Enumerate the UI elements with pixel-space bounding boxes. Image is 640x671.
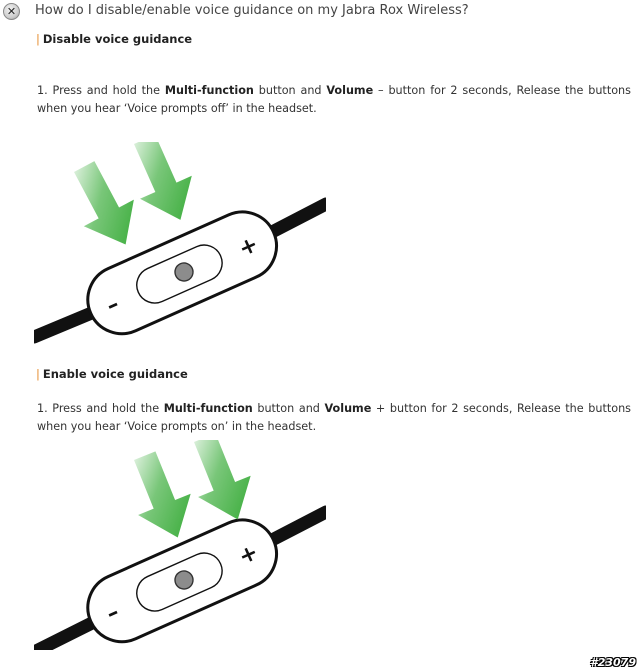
plus-label: + [235,539,263,571]
cable-left [34,312,94,337]
arrow-right [178,440,264,530]
plus-label: + [235,231,263,263]
faq-question: How do I disable/enable voice guidance on my Jabra Rox Wireless? [35,3,469,18]
remote-body [77,509,287,650]
illustration-disable [34,142,326,352]
illustration-enable [34,440,326,650]
step-rest: + button for 2 seconds, Release the buttons when you hear ‘Voice prompts on’ in the headset. [37,402,631,433]
section-title-text: Disable voice guidance [42,32,193,46]
faq-header [0,0,640,24]
step-mid: button and [257,402,320,415]
minus-label: – [102,599,124,627]
section-title-enable [36,367,188,381]
step-prefix: 1. Press and hold the [37,402,160,415]
section-title-bar: | [36,367,40,381]
cable-left [34,622,94,650]
cable-right [272,204,326,232]
arrow-left [118,445,204,548]
step-bold-multifunction: Multi-function [163,402,253,415]
step-bold-volume: Volume [324,402,372,415]
section-title-text: Enable voice guidance [42,367,188,381]
step-rest: – button for 2 seconds, Release the buttons when you hear ‘Voice prompts off’ in the headset. [37,84,631,115]
step-bold-volume: Volume [326,84,374,97]
arrow-right [119,142,207,231]
section-title-disable [36,32,192,46]
close-button[interactable] [3,3,20,20]
step-enable [37,400,631,436]
close-icon: ✕ [6,5,17,18]
step-mid: button and [258,84,322,97]
arrow-left [59,153,150,257]
cable-right [272,512,326,540]
step-bold-multifunction: Multi-function [164,84,254,97]
watermark: #23079 [590,656,636,669]
section-title-bar: | [36,32,40,46]
minus-label: – [102,291,124,319]
step-disable [37,82,631,118]
step-prefix: 1. Press and hold the [37,84,161,97]
